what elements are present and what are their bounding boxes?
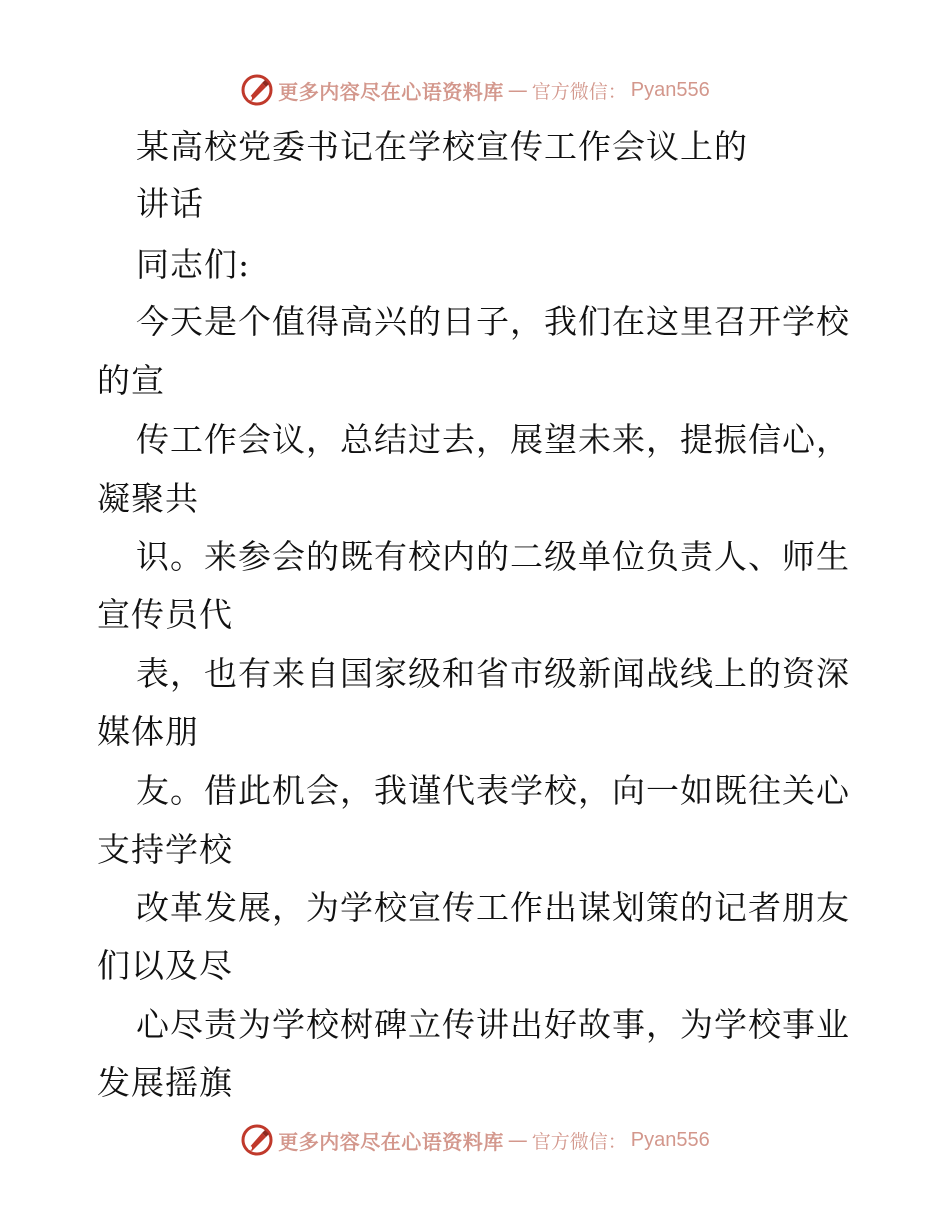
watermark-wechat-label: 官方微信： bbox=[531, 80, 627, 103]
document-title-line-2: 讲话 bbox=[136, 184, 204, 223]
pen-logo-icon bbox=[240, 73, 274, 107]
watermark-site-text: 更多内容尽在心语资料库 bbox=[278, 1129, 504, 1154]
document-line: 凝聚共 bbox=[97, 479, 199, 518]
watermark-wechat-id: Pyan556 bbox=[630, 1128, 710, 1151]
document-line: 友。借此机会，我谨代表学校，向一如既往关心 bbox=[136, 771, 850, 810]
document-line: 今天是个值得高兴的日子，我们在这里召开学校 bbox=[136, 302, 850, 341]
document-greeting: 同志们: bbox=[136, 245, 251, 284]
document-line: 改革发展，为学校宣传工作出谋划策的记者朋友 bbox=[136, 888, 850, 927]
document-line: 表，也有来自国家级和省市级新闻战线上的资深 bbox=[136, 654, 850, 693]
document-line: 媒体朋 bbox=[97, 712, 199, 751]
document-line: 的宣 bbox=[97, 361, 165, 400]
document-line: 们以及尽 bbox=[97, 946, 233, 985]
document-line: 识。来参会的既有校内的二级单位负责人、师生 bbox=[136, 537, 850, 576]
watermark-separator: — bbox=[507, 1128, 528, 1152]
watermark-wechat-id: Pyan556 bbox=[630, 78, 710, 101]
footer-watermark bbox=[0, 1120, 950, 1160]
watermark-site-text: 更多内容尽在心语资料库 bbox=[278, 79, 504, 104]
document-line: 宣传员代 bbox=[97, 595, 233, 634]
document-line: 传工作会议，总结过去，展望未来，提振信心， bbox=[136, 420, 850, 459]
pen-logo-icon bbox=[240, 1123, 274, 1157]
document-line: 支持学校 bbox=[97, 830, 233, 869]
watermark-separator: — bbox=[507, 78, 528, 102]
watermark-wechat-label: 官方微信： bbox=[531, 1130, 627, 1153]
document-line: 发展摇旗 bbox=[97, 1063, 233, 1102]
header-watermark bbox=[0, 70, 950, 110]
document-line: 心尽责为学校树碑立传讲出好故事，为学校事业 bbox=[136, 1005, 850, 1044]
document-title-line-1: 某高校党委书记在学校宣传工作会议上的 bbox=[136, 127, 748, 166]
